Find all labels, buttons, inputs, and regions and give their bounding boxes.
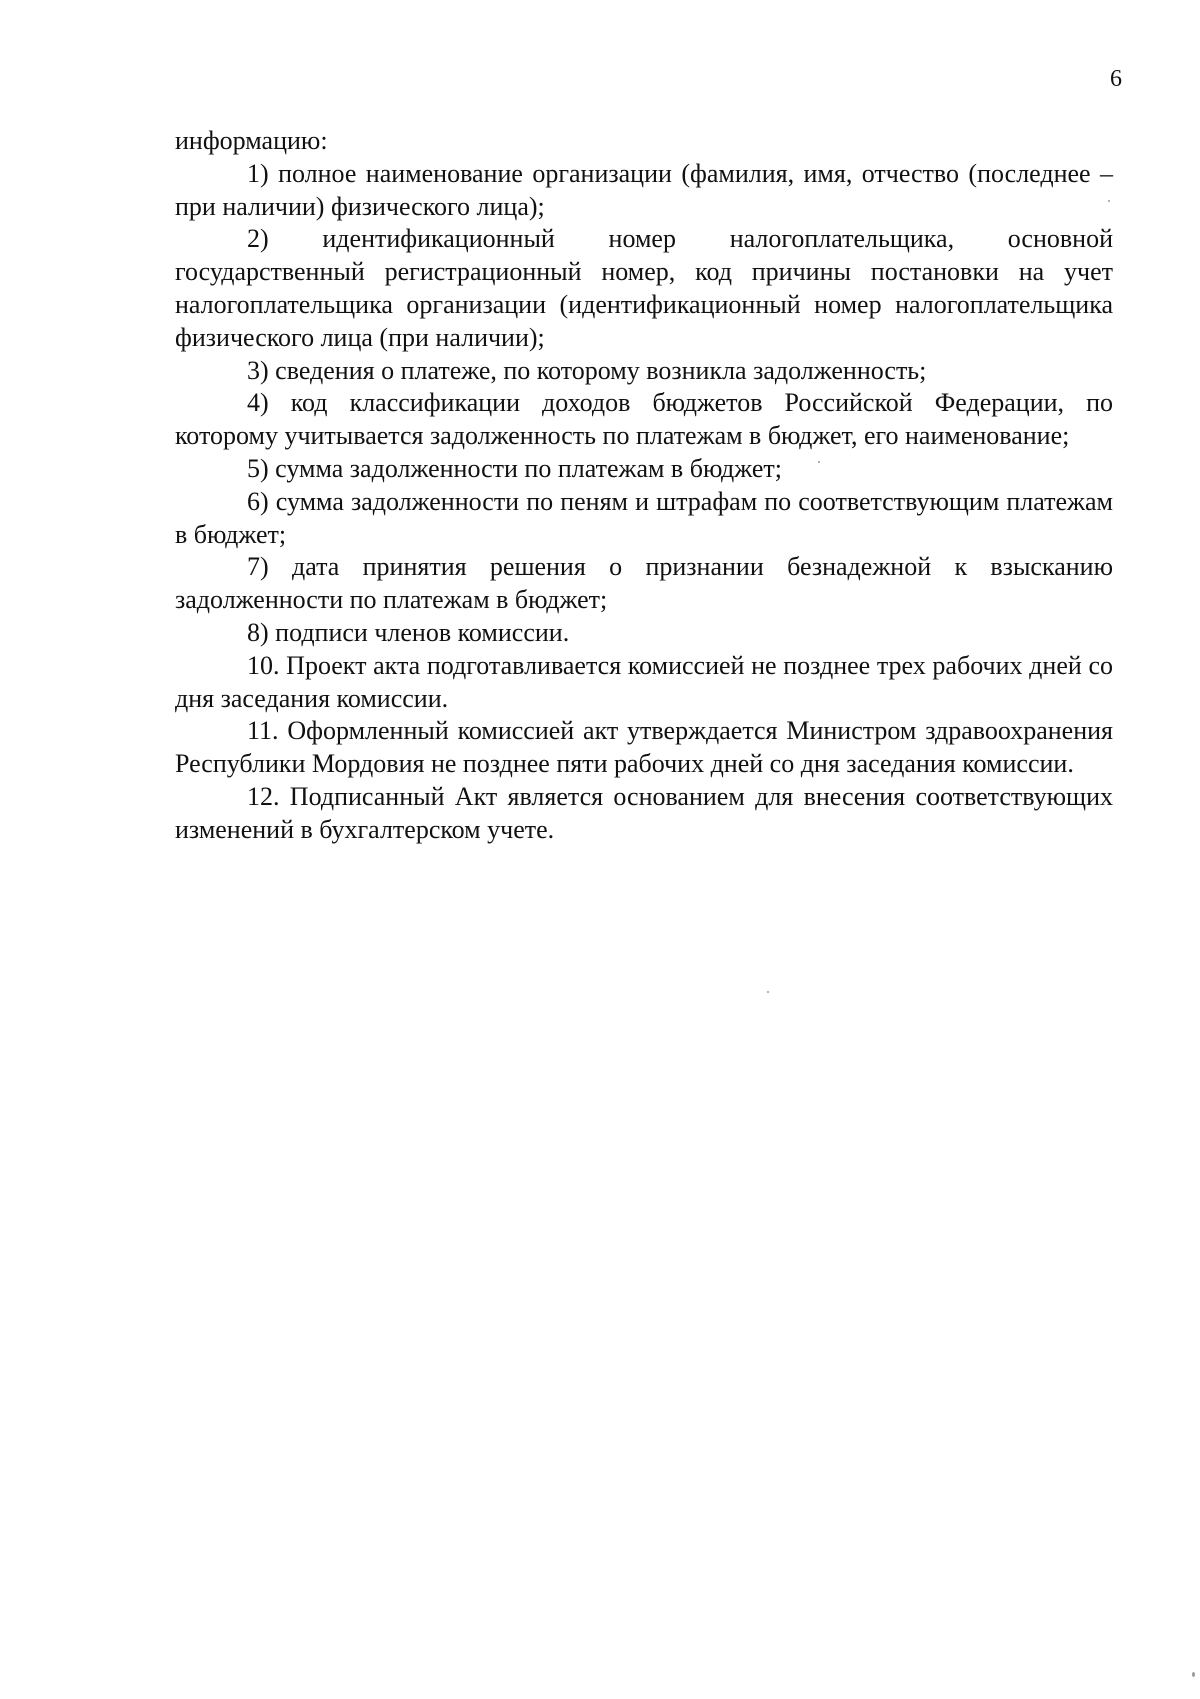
scan-speck: [1192, 1672, 1195, 1677]
clause-12: 12. Подписанный Акт является основанием для внесения соответствующих изменений в бухгалтерском учете.: [175, 781, 1113, 844]
list-item-6: 6) сумма задолженности по пеням и штрафам по соответствующим платежам в бюджет;: [175, 486, 1113, 549]
scan-speck: [767, 991, 769, 993]
list-item-1: 1) полное наименование организации (фамилия, имя, отчество (последнее – при наличии) физического лица);: [175, 158, 1113, 221]
paragraph-intro: информацию:: [175, 126, 328, 155]
scan-speck: [1108, 200, 1110, 202]
list-item-7: 7) дата принятия решения о признании безнадежной к взысканию задолженности по платежам в бюджет;: [175, 552, 1113, 615]
list-item-8: 8) подписи членов комиссии.: [247, 617, 570, 647]
scan-speck: [818, 461, 820, 463]
list-item-2: 2) идентификационный номер налогоплательщика, основной государственный регистрационный номер, код причины постановки на учет налогоплательщика организации (идентификационный номер налогоплательщика физического лица (при наличии);: [175, 224, 1113, 352]
document-body: [175, 125, 1113, 847]
page-number: 6: [1110, 66, 1122, 92]
list-item-3: 3) сведения о платеже, по которому возникла задолженность;: [247, 355, 927, 385]
list-item-4: 4) код классификации доходов бюджетов Российской Федерации, по которому учитывается задолженность по платежам в бюджет, его наименование;: [175, 388, 1113, 451]
clause-10: 10. Проект акта подготавливается комиссией не позднее трех рабочих дней со дня заседания комиссии.: [175, 650, 1113, 713]
clause-11: 11. Оформленный комиссией акт утверждается Министром здравоохранения Республики Мордовия не позднее пяти рабочих дней со дня заседания комиссии.: [175, 716, 1113, 779]
list-item-5: 5) сумма задолженности по платежам в бюджет;: [247, 453, 783, 483]
